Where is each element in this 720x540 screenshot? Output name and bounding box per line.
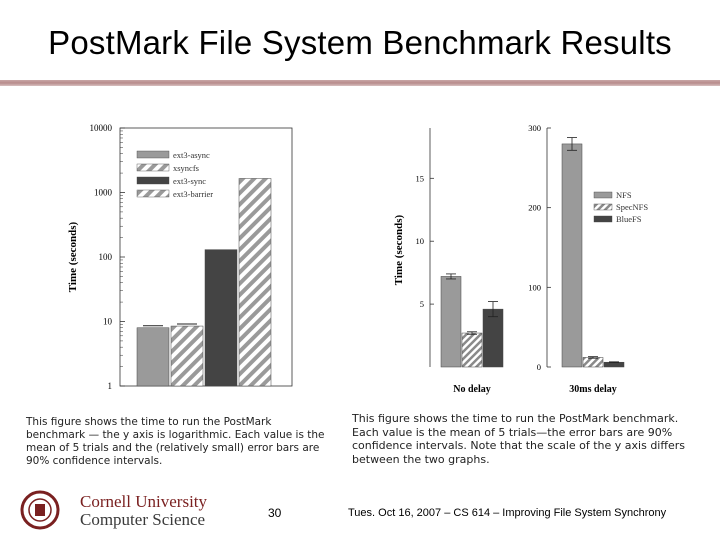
right-chart-caption: This figure shows the time to run the PostMark benchmark. Each value is the mean of 5 trials—the error bars are 90% confidence intervals. Note that the scale of the y axis differs between the two graphs. <box>352 412 685 466</box>
bar-BlueFS <box>483 309 503 367</box>
bar-SpecNFS <box>462 333 482 367</box>
x-category-label: 30ms delay <box>569 384 617 395</box>
page-number: 30 <box>268 506 282 520</box>
x-category-label: No delay <box>453 384 491 395</box>
postmark-nfs-chart <box>393 123 648 395</box>
bar-NFS <box>562 144 582 367</box>
cornell-seal-icon <box>18 490 74 530</box>
y-tick-label: 100 <box>98 252 112 262</box>
legend-swatch <box>137 177 169 184</box>
legend-swatch <box>137 190 169 197</box>
footer-text: Tues. Oct 16, 2007 – CS 614 – Improving File System Synchrony <box>348 507 667 519</box>
legend-label: BlueFS <box>616 214 642 224</box>
postmark-log-chart <box>67 123 292 391</box>
y-tick-label: 15 <box>415 173 424 184</box>
legend-swatch <box>594 192 612 198</box>
logo-line-1: Cornell University <box>80 492 208 511</box>
bar-ext3-async <box>137 328 169 386</box>
legend-swatch <box>594 204 612 210</box>
y-tick-label: 200 <box>528 202 541 213</box>
slide-title: PostMark File System Benchmark Results <box>48 24 672 61</box>
y-tick-label: 1000 <box>94 187 112 198</box>
bar-ext3-barrier <box>239 178 271 386</box>
legend-label: NFS <box>616 190 632 200</box>
legend-label: ext3-barrier <box>173 189 214 199</box>
y-tick-label: 10 <box>103 316 112 327</box>
y-tick-label: 10 <box>415 236 424 247</box>
bar-SpecNFS <box>583 357 603 367</box>
bar-ext3-sync <box>205 250 237 386</box>
y-axis-label: Time (seconds) <box>67 221 79 293</box>
y-tick-label: 5 <box>419 299 424 310</box>
legend-label: ext3-async <box>173 150 210 160</box>
legend-swatch <box>137 164 169 171</box>
logo-line-2: Computer Science <box>80 510 206 529</box>
legend-label: xsyncfs <box>173 163 199 173</box>
legend-swatch <box>137 151 169 158</box>
y-tick-label: 100 <box>528 282 541 293</box>
y-tick-label: 1 <box>107 381 112 391</box>
bar-xsyncfs <box>171 326 203 386</box>
legend-label: ext3-sync <box>173 176 207 186</box>
y-axis-label: Time (seconds) <box>393 214 405 286</box>
left-chart-caption: This figure shows the time to run the PostMark benchmark — the y axis is logarithmic. Each value is the mean of 5 trials and the (relatively small) error bars are 90% confidence intervals. <box>26 416 325 467</box>
legend-label: SpecNFS <box>616 202 649 212</box>
cornell-logo <box>18 490 218 530</box>
bar-NFS <box>441 276 461 367</box>
y-tick-label: 0 <box>536 362 541 372</box>
y-tick-label: 300 <box>528 123 541 133</box>
legend-swatch <box>594 216 612 222</box>
y-tick-label: 10000 <box>89 123 112 133</box>
